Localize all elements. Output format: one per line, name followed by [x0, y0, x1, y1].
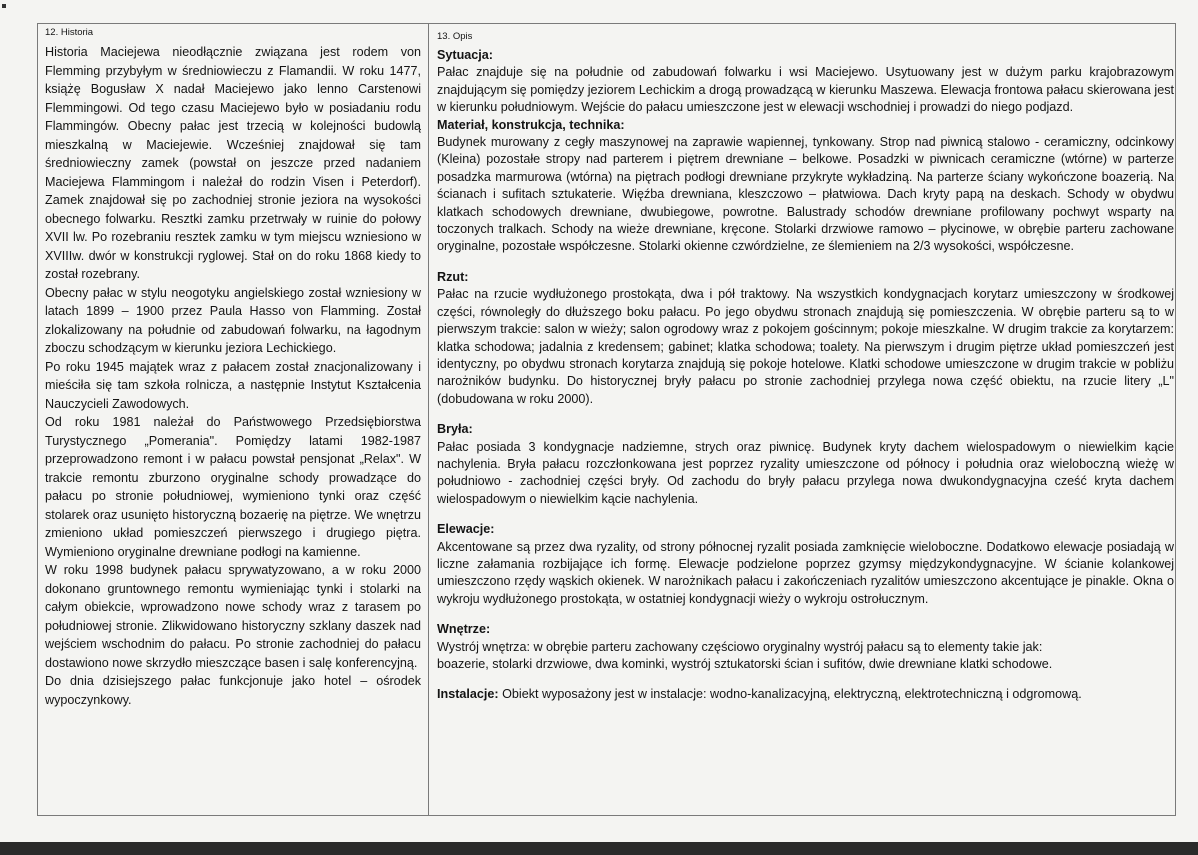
elewacje-text: Akcentowane są przez dwa ryzality, od strony północnej ryzalit posiada zamknięcie wieloboczne. Dodatkowo elewacje posiadają w liczne załamania rozbijające ich formę. Elewacje podzielone poprzez gzymsy międzykondygnacyjne. W ścianie kolankowej umieszczono rzędy wąskich okienek. W narożnikach pałacu i zakończeniach ryzalitów umieszczono akcentujące je pinakle. Okna o wykroju wydłużonego prostokąta, w ostatniej kondygnacji wieży o wykroju ostrołucznym.	[437, 539, 1174, 606]
material-title: Materiał, konstrukcja, technika:	[437, 117, 625, 132]
wnetrze-line-1: Wystrój wnętrza: w obrębie parteru zachowany częściowo oryginalny wystrój pałacu są to elementy takie jak:	[437, 639, 1043, 654]
instalacje-text: Obiekt wyposażony jest w instalacje: wodno-kanalizacyjną, elektryczną, elektrotechniczną i odgromową.	[498, 687, 1082, 702]
scan-bottom-edge	[0, 842, 1198, 855]
section-wnetrze	[437, 621, 1174, 673]
rzut-text: Pałac na rzucie wydłużonego prostokąta, dwa i pół traktowy. Na wszystkich kondygnacjach korytarz umieszczony w środkowej części, równoległy do dłuższego boku pałacu. Po jego obydwu stronach znajdują się pomieszczenia. W obrębie parteru są to w pierwszym trakcie: salon w wieży; salon ogrodowy wraz z pokojem gościnnym; pokoje mieszkalne. W drugim trakcie za korytarzem: klatka schodowa; jadalnia z kredensem; gabinet; klatka schodowa; toalety. Na pierwszym i drugim piętrze układ pomieszczeń jest identyczny, po obydwu stronach korytarza znajdują się pokoje hotelowe. Klatki schodowe umieszczone w drugim trakcie w pobliżu narożników budynku. Do historycznej bryły pałacu po stronie zachodniej przylega nowa część obiektu, na rzucie litery „L" (dobudowana w roku 2000).	[437, 287, 1174, 406]
column-divider	[428, 23, 429, 816]
sytuacja-text: Pałac znajduje się na południe od zabudowań folwarku i wsi Maciejewo. Usytuowany jest w dużym parku krajobrazowym znajdującym się pomiędzy jeziorem Lechickim a drogą prowadzącą w kierunku Maszewa. Elewacja frontowa pałacu skierowana jest w kierunku południowym. Wejście do pałacu umieszczone jest w elewacji wschodniej i prowadzi do niego podjazd.	[437, 65, 1174, 115]
elewacje-title: Elewacje:	[437, 522, 495, 537]
history-paragraph-2: Obecny pałac w stylu neogotyku angielskiego został wzniesiony w latach 1899 – 1900 przez Paula Hasso von Flamming. Został zlokalizowany na południe od zabudowań folwarku, na łagodnym zboczu schodzącym w kierunku jeziora Lechickiego.	[45, 285, 421, 355]
bryla-title: Bryła:	[437, 422, 473, 437]
section-elewacje	[437, 521, 1174, 608]
section-material	[437, 117, 1174, 256]
bryla-text: Pałac posiada 3 kondygnacje nadziemne, strych oraz piwnicę. Budynek kryty dachem wielospadowym o niewielkim kącie nachylenia. Bryła pałacu rozczłonkowana jest poprzez ryzality umieszczone od północy i południa oraz wieloboczną wieżę w południowo - zachodniej części bryły. Od zachodu do bryły pałacu przylega nowa dwukondygnacyjna cześć kryta dachem wielospadowym o niewielkim kącie nachylenia.	[437, 439, 1174, 506]
sytuacja-title: Sytuacja:	[437, 48, 493, 62]
wnetrze-line-2: boazerie, stolarki drzwiowe, dwa kominki, wystrój sztukatorski ścian i sufitów, dwie drewniane klatki schodowe.	[437, 657, 1053, 671]
section-bryla	[437, 421, 1174, 508]
history-column	[45, 27, 421, 709]
wnetrze-title: Wnętrze:	[437, 622, 491, 637]
history-header: 12. Historia	[45, 27, 94, 38]
history-paragraph-5: W roku 1998 budynek pałacu sprywatyzowano, a w roku 2000 dokonano gruntownego remontu wymieniając tynki i stolarki na całym obiekcie, wprowadzono nowe schody wraz z tarasem po południowej stronie. Zlikwidowano historyczny szklany daszek nad wejściem wschodnim do pałacu. Po stronie zachodniej do pałacu dostawiono nowe skrzydło mieszczące basen i salę konferencyjną.	[45, 563, 421, 670]
history-paragraph-3: Po roku 1945 majątek wraz z pałacem został znacjonalizowany i mieściła się tam szkoła rolnicza, a następnie Instytut Kształcenia Nauczycieli Zawodowych.	[45, 359, 421, 411]
instalacje-line	[437, 686, 1174, 703]
history-paragraph-4: Od roku 1981 należał do Państwowego Przedsiębiorstwa Turystycznego „Pomerania". Pomiędzy latami 1982-1987 przeprowadzono remont i w pałacu powstał pensjonat „Relax". W trakcie remontu zburzono oryginalne schody prowadzące do pałacu po stronie południowej, wymieniono tynki oraz część stolarek oraz usunięto historyczną bozaerię na piętrze. We wnętrzu zmieniono układ pomieszczeń pierwszego i drugiego piętra. Wymieniono oryginalne drewniane podłogi na kamienne.	[45, 415, 421, 559]
history-paragraph-6: Do dnia dzisiejszego pałac funkcjonuje jako hotel – ośrodek wypoczynkowy.	[45, 674, 421, 707]
instalacje-title: Instalacje:	[437, 687, 499, 702]
description-column	[437, 31, 1174, 704]
section-sytuacja	[437, 47, 1174, 117]
section-instalacje	[437, 686, 1174, 703]
section-rzut	[437, 269, 1174, 408]
history-paragraph-1: Historia Maciejewa nieodłącznie związana jest rodem von Flemming przybyłym w średniowieczu z Flamandii. W roku 1477, książę Bogusław X nadał Maciejewo jako lenno Carstenowi Flemmingowi. Od tego czasu Maciejewo było w posiadaniu rodu Flammingów. Obecny pałac jest trzecią w kolejności budowlą mieszkalną w Maciejewie. Wcześniej znajdował się tam średniowieczny zamek (powstał on jeszcze przed nadaniem Maciejewa Flammingom i należał do rodzin Visen i Peterdorf). Zamek znajdował się po zachodniej stronie jeziora na wysokości obecnego folwarku. Resztki zamku przetrwały w ruinie do połowy XVII lw. Po rozebraniu resztek zamku w tym miejscu wzniesiono w XVIIIw. dwór w konstrukcji ryglowej. Stał on do roku 1868 kiedy to został rozebrany.	[45, 45, 421, 281]
description-header: 13. Opis	[437, 31, 473, 42]
rzut-title: Rzut:	[437, 269, 469, 284]
material-text: Budynek murowany z cegły maszynowej na zaprawie wapiennej, tynkowany. Strop nad piwnicą stalowo - ceramiczny, odcinkowy (Kleina) pozostałe stropy nad parterem i piętrem drewniane – belkowe. Posadzki w piwnicach ceramiczne (wtórne) w parterze posadzka marmurowa (wtórna) na piętrach podłogi drewniane przykryte wykładziną. Na parterze ściany wykończone boazerią. Na ścianach i sufitach sztukaterie. Więźba drewniana, kleszczowo – płatwiowa. Dach kryty papą na deskach. Schody w obydwu klatkach schodowych drewniane, dwubiegowe, powrotne. Balustrady schodów drewniane profilowany pochwyt wsparty na toczonych tralkach. Schody na wieże drewniane, kręcone. Stolarki drzwiowe ramowo – płycinowe, w obrębie parteru zachowane oryginalne, pozostałe współczesne. Stolarki okienne czwórdzielne, ze ślemieniem na 2/3 wysokości, współczesne.	[437, 135, 1174, 254]
corner-mark	[2, 4, 6, 8]
